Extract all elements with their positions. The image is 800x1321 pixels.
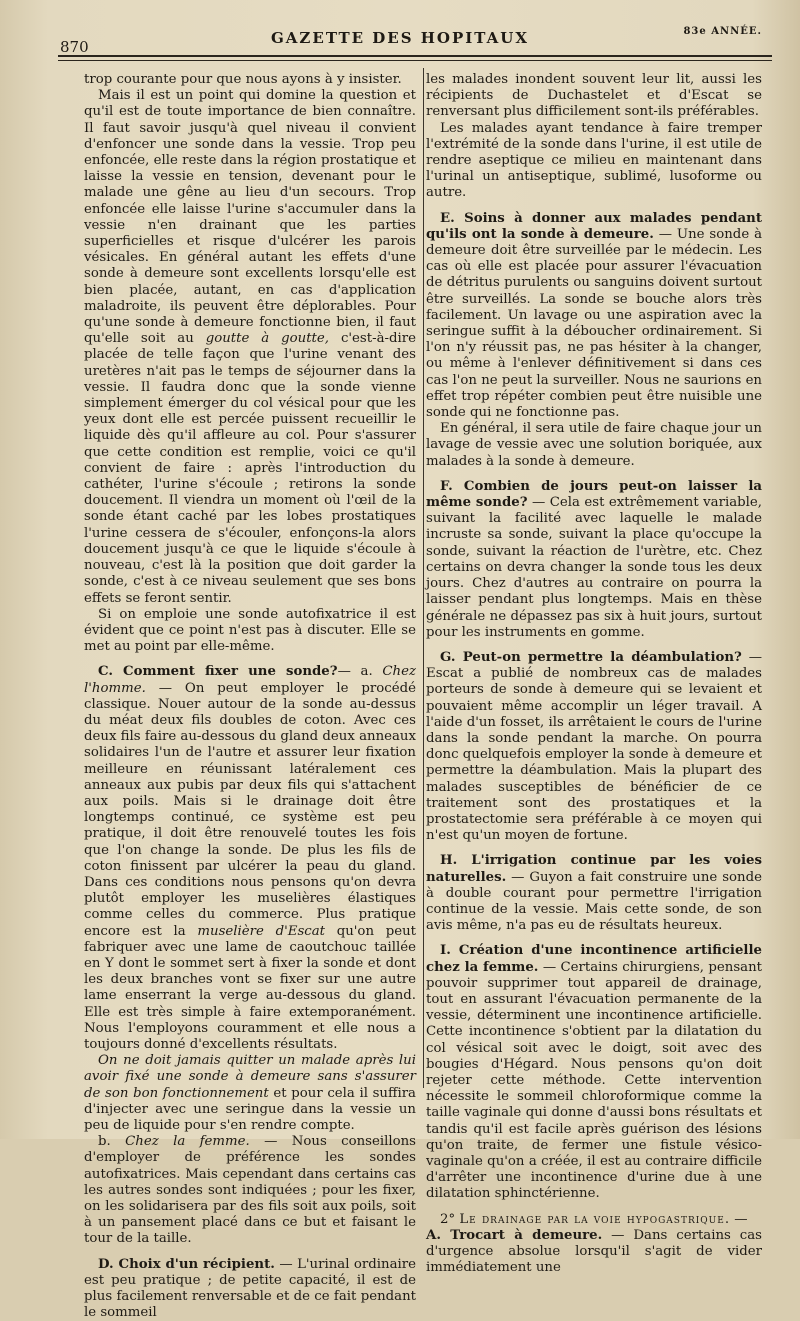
left-column bbox=[84, 72, 416, 1321]
column-divider bbox=[423, 68, 424, 1088]
section-heading: A. Trocart à demeure. bbox=[426, 1227, 603, 1243]
paragraph: On ne doit jamais quitter un malade après lui avoir fixé une sonde à demeure sans s'assurer de son bon fonctionnement et pour cela il suffira d'injecter avec une seringue dans la vessie un peu de liquide pour s'en rendre compte. bbox=[84, 1053, 416, 1133]
section-i: I. Création d'une incontinence artificielle chez la femme. — Certains chirurgiens, pensant pouvoir supprimer tout appareil de drainage, tout en assurant l'évacuation permanente de la vessie, déterminent une incontinence artificielle. Cette incontinence s'obtient par la dilatation du col vésical soit avec le doigt, soit avec des bougies d'Hégard. Nous pensons qu'on doit rejeter cette méthode. Cette intervention nécessite le sommeil chloroformique comme la taille vaginale qui donne d'aussi bons résultats et tandis qu'il est facile après guérison des lésions qu'on traite, de fermer une fistule vésico-vaginale qu'on a créée, il est au contraire difficile d'arrêter une incontinence d'urine due à une dilatation sphinctérienne. bbox=[426, 943, 762, 1202]
section-a: A. Trocart à demeure. — Dans certains cas d'urgence absolue lorsqu'il s'agit de vider immédiatement une bbox=[426, 1227, 762, 1276]
section-heading: H. L'irrigation continue par les voies naturelles. bbox=[426, 853, 762, 885]
paragraph: Si on emploie une sonde autofixatrice il est évident que ce point n'est pas à discuter. Elle se met au point par elle-même. bbox=[84, 606, 416, 655]
section-heading: F. Combien de jours peut-on laisser la même sonde? bbox=[426, 478, 762, 511]
paragraph: En général, il sera utile de faire chaque jour un lavage de vessie avec une solution boriquée, aux malades à la sonde à demeure. bbox=[426, 421, 762, 469]
right-column bbox=[426, 72, 762, 1276]
paragraph: trop courante pour que nous ayons à y insister. bbox=[84, 72, 402, 87]
section-g: G. Peut-on permettre la déambulation? — Escat a publié de nombreux cas de malades porteurs de sonde à demeure qui se levaient et pouvaient même accomplir un léger travail. A l'aide d'un fosset, ils arrêtaient le cours de l'urine dans la sonde pendant la marche. On pourra donc quelquefois employer la sonde à demeure et permettre la déambulation. Mais la plupart des malades susceptibles de bénéficier de ce traitement sont des prostatiques et la prostatectomie sera préférable à ce moyen qui n'est qu'un moyen de fortune. bbox=[426, 649, 762, 844]
header-rule-thick bbox=[58, 55, 772, 57]
section-heading: C. Comment fixer une sonde? bbox=[98, 664, 338, 680]
section-d: D. Choix d'un récipient. — L'urinal ordinaire est peu pratique ; de petite capacité, il est de plus facilement renversable et de ce fait pendant le sommeil bbox=[84, 1256, 416, 1321]
section-heading: D. Choix d'un récipient. bbox=[98, 1256, 275, 1272]
volume-year: 83e ANNÉE. bbox=[683, 26, 762, 37]
section-2-heading: 2° Le drainage par la voie hypogastrique. — bbox=[440, 1211, 748, 1227]
section-h: H. L'irrigation continue par les voies naturelles. — Guyon a fait construire une sonde à double courant pour permettre l'irrigation continue de la vessie. Mais cette sonde, de son avis même, n'a pas eu de résultats heureux. bbox=[426, 853, 762, 934]
section-f: F. Combien de jours peut-on laisser la même sonde? — Cela est extrêmement variable, suivant la facilité avec laquelle le malade incruste sa sonde, suivant la place qu'occupe la sonde, suivant la réaction de l'urètre, etc. Chez certains on devra changer la sonde tous les deux jours. Chez d'autres au contraire on pourra la laisser pendant plus longtemps. Mais en thèse générale ne dépassez pas six à huit jours, surtout pour les instruments en gomme. bbox=[426, 478, 762, 640]
paragraph: Les malades ayant tendance à faire tremper l'extrémité de la sonde dans l'urine, il est utile de rendre aseptique ce milieu en maintenant dans l'urinal un antiseptique, sublimé, lusoforme ou autre. bbox=[426, 120, 762, 201]
section-heading: I. Création d'une incontinence artificielle chez la femme. bbox=[426, 943, 762, 975]
header-rule-thin bbox=[58, 60, 772, 61]
paragraph: les malades inondent souvent leur lit, aussi les récipients de Duchastelet et d'Escat se renversant plus difficilement sont-ils préférables. bbox=[426, 72, 762, 120]
paragraph: b. Chez la femme. — Nous conseillons d'employer de préférence les sondes autofixatrices. Mais cependant dans certains cas les autres sondes sont indiquées ; pour les fixer, on les solidarisera par des fils soit aux poils, soit à un pansement placé dans ce but et faisant le tour de la taille. bbox=[84, 1134, 416, 1247]
page-number: 870 bbox=[60, 38, 89, 56]
section-heading: G. Peut-on permettre la déambulation? bbox=[440, 649, 742, 665]
section-c: C. Comment fixer une sonde?— a. Chez l'homme. — On peut employer le procédé classique. Nouer autour de la sonde au-dessus du méat deux fils doubles de coton. Avec ces deux fils faire au-dessous du gland deux anneaux solidaires l'un de l'autre et assurer leur fixation meilleure en réunissant latéralement ces anneaux aux pubis par deux fils qui s'attachent aux poils. Mais si le drainage doit être longtemps continué, ce système est peu pratique, il doit être renouvelé toutes les fois que l'on change la sonde. De plus les fils de coton finissent par ulcérer la peau du gland. Dans ces conditions nous pensons qu'on devra plutôt employer les muselières élastiques comme celles du commerce. Plus pratique encore est la muselière d'Escat qu'on peut fabriquer avec une lame de caoutchouc taillée en Y dont le sommet sert à fixer la sonde et dont les deux branches vont se fixer sur une autre lame enserrant la verge au-dessous du gland. Elle est très simple à faire extemporanément. Nous l'employons couramment et elle nous a toujours donné d'excellents résultats. bbox=[84, 664, 416, 1052]
paragraph: Mais il est un point qui domine la question et qu'il est de toute importance de bien connaître. Il faut savoir jusqu'à quel niveau il convient d'enfoncer une sonde dans la vessie. Trop peu enfoncée, elle reste dans la région prostatique et laisse la vessie en tension, devenant pour le malade une gêne au lieu d'un secours. Trop enfoncée elle laisse l'urine s'accumuler dans la vessie n'en drainant que les parties superficielles et risque d'ulcérer les parois vésicales. En général autant les effets d'une sonde à demeure sont excellents lorsqu'elle est bien placée, autant, en cas d'application maladroite, ils peuvent être déplorables. Pour qu'une sonde à demeure fonctionne bien, il faut qu'elle soit au goutte à goutte, c'est-à-dire placée de telle façon que l'urine venant des uretères n'ait pas le temps de séjourner dans la vessie. Il faudra donc que la sonde vienne simplement émerger du col vésical pour que les yeux dont elle est percée puissent recueillir le liquide dès qu'il affleure au col. Pour s'assurer que cette condition est remplie, voici ce qu'il convient de faire : après l'introduction du cathéter, l'urine s'écoule ; retirons la sonde doucement. Il viendra un moment où l'œil de la sonde étant caché par les lobes prostatiques l'urine cessera de s'écouler, enfonçons-la alors doucement jusqu'à ce que le liquide s'écoule à nouveau, c'est là la position que doit garder la sonde, c'est à ce niveau seulement que ses bons effets se feront sentir. bbox=[84, 88, 416, 606]
section-e: E. Soins à donner aux malades pendant qu'ils ont la sonde à demeure. — Une sonde à demeure doit être surveillée par le médecin. Les cas où elle est placée pour assurer l'évacuation de détritus purulents ou sanguins doivent surtout être surveillés. La sonde se bouche alors très facilement. Un lavage ou une aspiration avec la seringue suffit à la déboucher ordinairement. Si l'on n'y réussit pas, ne pas hésiter à la changer, ou même à l'enlever définitivement si dans ces cas l'on ne peut la surveiller. Nous ne saurions en effet trop répéter combien peut être nuisible une sonde qui ne fonctionne pas. bbox=[426, 210, 762, 421]
page-header bbox=[0, 0, 800, 70]
journal-title: GAZETTE DES HOPITAUX bbox=[270, 29, 529, 47]
section-heading: E. Soins à donner aux malades pendant qu'ils ont la sonde à demeure. bbox=[426, 210, 762, 242]
